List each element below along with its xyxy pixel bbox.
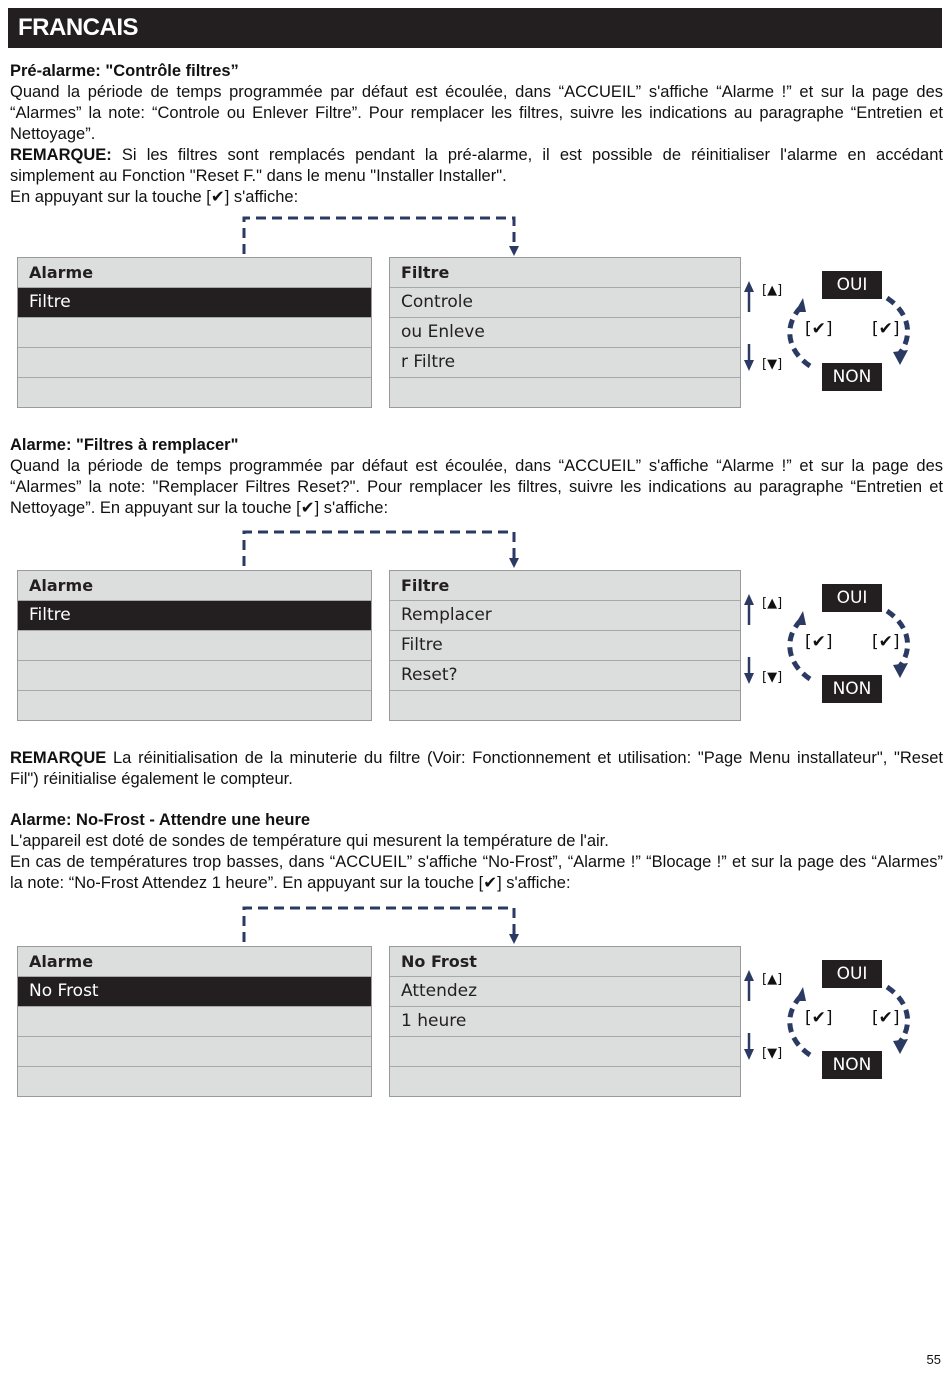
confirm-right-label: [✔] — [872, 319, 900, 339]
control-panel-1 — [740, 268, 920, 393]
up-key-label: [▲] — [762, 596, 783, 611]
non-button[interactable]: NON — [822, 363, 882, 391]
screen-row — [18, 318, 371, 348]
section3-note: La réinitialisation de la minuterie du filtre (Voir: Fonctionnement et utilisation: "Page Menu installateur", "Reset Fil") réinitialise également le compteur. — [10, 749, 943, 788]
confirm-right-label: [✔] — [872, 632, 900, 652]
section3-text — [10, 748, 943, 790]
screen-row — [390, 1037, 740, 1067]
transition-arrow-2 — [230, 526, 530, 576]
screen-row: 1 heure — [390, 1007, 740, 1037]
down-key-label: [▼] — [762, 357, 783, 372]
screen-row: Attendez — [390, 977, 740, 1007]
screen-row — [390, 378, 740, 408]
filter-screen-1 — [389, 257, 741, 408]
screen-row-selected: Filtre — [18, 288, 371, 318]
screen-row: Filtre — [390, 258, 740, 288]
section2-heading: Alarme: "Filtres à remplacer" — [10, 436, 239, 454]
section1-note: Si les filtres sont remplacés pendant la pré-alarme, il est possible de réinitialiser l'alarme en accédant simplement au Fonction "Reset F." dans le menu "Installer Installer". — [10, 146, 943, 185]
section1-text — [10, 61, 943, 208]
screen-row: Reset? — [390, 661, 740, 691]
nofrost-screen-3 — [389, 946, 741, 1097]
oui-button[interactable]: OUI — [822, 271, 882, 299]
screen-row: Filtre — [390, 631, 740, 661]
screen-row — [390, 1067, 740, 1097]
section1-body: Quand la période de temps programmée par défaut est écoulée, dans “ACCUEIL” s'affiche “Alarme !” et sur la page des “Alarmes” la note: “Controle ou Enlever Filtre”. Pour remplacer les filtres, suivre les indications au paragraphe “Entretien et Nettoyage”. — [10, 83, 943, 143]
screen-row — [18, 691, 371, 721]
confirm-left-label: [✔] — [805, 319, 833, 339]
screen-row — [18, 631, 371, 661]
confirm-left-label: [✔] — [805, 1008, 833, 1028]
screen-row: Alarme — [18, 258, 371, 288]
screen-row: Alarme — [18, 571, 371, 601]
screen-row — [18, 378, 371, 408]
screen-row: r Filtre — [390, 348, 740, 378]
down-key-label: [▼] — [762, 1046, 783, 1061]
non-button[interactable]: NON — [822, 675, 882, 703]
section4-heading: Alarme: No-Frost - Attendre une heure — [10, 811, 311, 829]
section2-text — [10, 435, 943, 519]
filter-screen-2 — [389, 570, 741, 721]
screen-row: Controle — [390, 288, 740, 318]
alarm-screen-3 — [17, 946, 372, 1097]
transition-arrow-3 — [230, 902, 530, 952]
section4-text — [10, 810, 943, 894]
screen-row: No Frost — [390, 947, 740, 977]
oui-button[interactable]: OUI — [822, 960, 882, 988]
section1-press: En appuyant sur la touche [✔] s'affiche: — [10, 188, 299, 206]
control-panel-3 — [740, 957, 920, 1082]
control-panel-2 — [740, 581, 920, 706]
alarm-screen-1 — [17, 257, 372, 408]
screen-row — [18, 1007, 371, 1037]
screen-row — [18, 1037, 371, 1067]
section-title: FRANCAIS — [18, 14, 138, 41]
screen-row: Filtre — [390, 571, 740, 601]
up-key-label: [▲] — [762, 283, 783, 298]
screen-row — [18, 1067, 371, 1097]
screen-row: Remplacer — [390, 601, 740, 631]
screen-row: ou Enleve — [390, 318, 740, 348]
screen-row-selected: No Frost — [18, 977, 371, 1007]
section4-line2: En cas de températures trop basses, dans “ACCUEIL” s'affiche “No-Frost”, “Alarme !” “Blocage !” et sur la page des “Alarmes” la note: “No-Frost Attendez 1 heure”. En appuyant sur la touche [✔] s'affiche: — [10, 853, 943, 892]
confirm-right-label: [✔] — [872, 1008, 900, 1028]
up-key-label: [▲] — [762, 972, 783, 987]
alarm-screen-2 — [17, 570, 372, 721]
screen-row: Alarme — [18, 947, 371, 977]
screen-row-selected: Filtre — [18, 601, 371, 631]
screen-row — [18, 348, 371, 378]
page-number: 55 — [926, 1352, 941, 1367]
section1-note-label: REMARQUE: — [10, 146, 112, 164]
non-button[interactable]: NON — [822, 1051, 882, 1079]
down-key-label: [▼] — [762, 670, 783, 685]
transition-arrow-1 — [230, 212, 530, 262]
screen-row — [390, 691, 740, 721]
section4-line1: L'appareil est doté de sondes de température qui mesurent la température de l'air. — [10, 832, 609, 850]
screen-row — [18, 661, 371, 691]
confirm-left-label: [✔] — [805, 632, 833, 652]
oui-button[interactable]: OUI — [822, 584, 882, 612]
section2-body: Quand la période de temps programmée par défaut est écoulée, dans “ACCUEIL” s'affiche “Alarme !” et sur la page des “Alarmes” la note: "Remplacer Filtres Reset?". Pour remplacer les filtres, suivre les indications au paragraphe “Entretien et Nettoyage”. En appuyant sur la touche [✔] s'affiche: — [10, 457, 943, 517]
section-header — [8, 8, 942, 48]
section3-note-label: REMARQUE — [10, 749, 107, 767]
section1-heading: Pré-alarme: "Contrôle filtres” — [10, 62, 239, 80]
